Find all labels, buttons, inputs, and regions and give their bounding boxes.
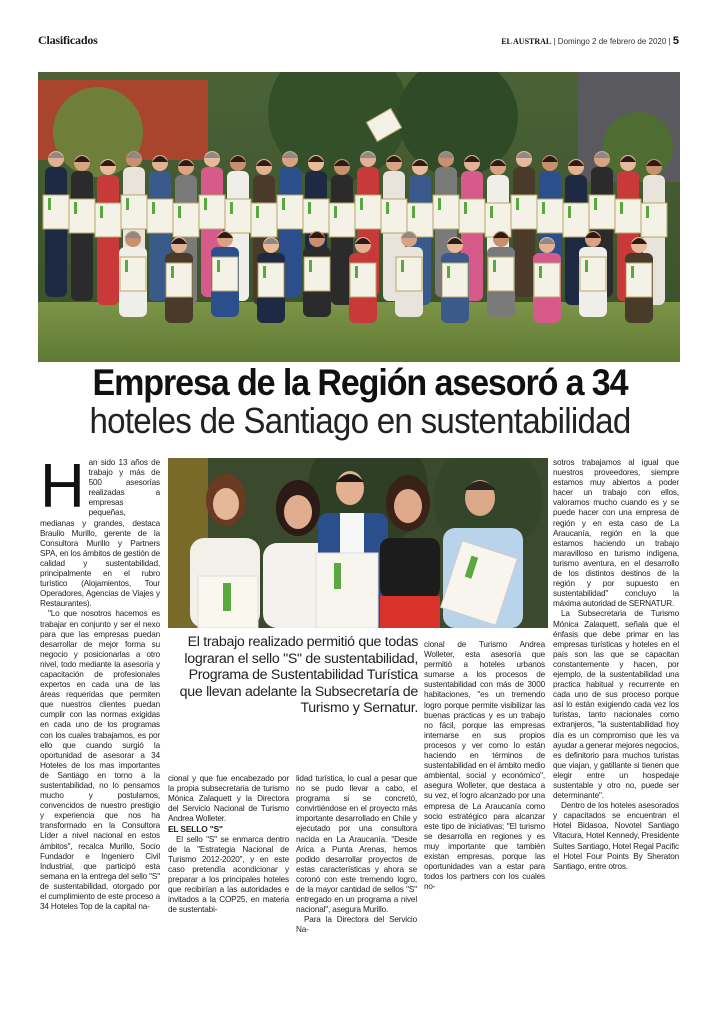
certificate: [251, 203, 277, 237]
person-figure: [71, 171, 93, 301]
certificate: [511, 195, 537, 229]
certificate: [641, 203, 667, 237]
article-column-5: [553, 458, 679, 872]
certificate: [589, 195, 615, 229]
certificate: [488, 257, 514, 291]
article-column-1: [40, 452, 160, 912]
header-separator: |: [668, 37, 671, 46]
group-photo-image: [38, 72, 680, 362]
newspaper-name: EL AUSTRAL: [501, 37, 552, 46]
certificate: [563, 203, 589, 237]
certificate: [43, 195, 69, 229]
article-column-4: [424, 640, 545, 892]
section-subheading: EL SELLO "S": [168, 824, 223, 835]
certificate: [350, 263, 376, 297]
award-photo: [168, 458, 548, 628]
certificate: [69, 199, 95, 233]
person-figure: [513, 167, 535, 297]
paragraph: cional de Turismo Andrea Wolleter, esta asesoría que permitió a hoteles urbanos sumarse a los procesos de sustentabilidad con más de 3000 habitaciones, "es un tremendo logro porque permite visibilizar las buenas practicas y es un trabajo no fácil, porque las empresas internarse en sus propios procesos y ver como lo están haciendo en términos de sustentabilidad en el ámbito medio ambiental, social y económico", asegura Wolleter, que destaca a su vez, el logro alcanzado por una empresa de La Araucanía como socio estratégico para alcanzar este tipo de iniciativas; "El turismo se desarrolla en regiones y es muy importante que también existan empresas, porque las oportunidades van a estar para todos los partners con los cuales no-: [424, 640, 545, 892]
certificate: [626, 263, 652, 297]
headline-sub: hoteles de Santiago en sustentabilidad: [89, 400, 631, 441]
certificate: [615, 199, 641, 233]
certificate: [442, 263, 468, 297]
paragraph: El sello "S" se enmarca dentro de la "Estrategia Nacional de Turismo 2012-2020", y en este caso pretendía acondicionar y preparar a los principales hoteles que recibirían a las autoridades e invitados a la COP25, en materia de sustentabi-: [168, 834, 289, 915]
certificate: [355, 195, 381, 229]
certificate: [534, 263, 560, 297]
certificate: [199, 195, 225, 229]
paragraph: La Subsecretaria de Turismo Mónica Zalaquett, señala que el énfasis que debe primar en las empresas turísticas y hoteles en el país son las que se capacitan constantemente y hacen, por ejemplo, de la sustentabilidad una practica habitual y recurrente en cada uno de sus proceso porque así lo están exigiendo cada vez los turistas, tanto nacionales como extranjeros, "la sustentabilidad hoy día es un compromiso que les va ayudar a generar mejores negocios, es definitorio para muchos turistas que viajan, y gatillante si tienen que elegir entre un hospedaje sustentable y otro no, puede ser determinante".: [553, 609, 679, 801]
paragraph: Dentro de los hoteles asesorados y capacitados se encuentran el Hotel Bidasoa, Novotel Santiago Vitacura, Hotel Kennedy, Presidente Suites Santiago, Hotel Regal Pacific el Hotel Four Points By Sheraton Santiago, entre otros.: [553, 801, 679, 871]
header-separator: |: [553, 37, 556, 46]
certificate: [173, 203, 199, 237]
paragraph: cional y que fue encabezado por la propia subsecretaria de turismo Mónica Zalaquett y la Directora del Servicio Nacional de Turismo Andrea Wolleter.: [168, 774, 289, 824]
certificate: [329, 203, 355, 237]
article-column-2: [168, 774, 289, 915]
certificate: [580, 257, 606, 291]
certificate: [120, 257, 146, 291]
certificate: [147, 199, 173, 233]
paragraph: an sido 13 años de trabajo y más de 500 asesorías realizadas a empresas pequeñas, medianas y grandes, destaca Braulio Murillo, gerente de la Consultora Murillo y Partners SPA, en los ámbitos de gestión de calidad y sustentabilidad, principalmente en el rubro turístico (Alojamientos, Tour Operadores, Agencias de Viajes y Restaurantes).: [40, 458, 160, 609]
headline-main: Empresa de la Región asesoró a 34: [92, 362, 628, 403]
certificate: [258, 263, 284, 297]
section-title: Clasificados: [38, 33, 98, 47]
publication-date: Domingo 2 de febrero de 2020: [557, 37, 667, 46]
certificate: [433, 195, 459, 229]
paragraph: sotros trabajamos al igual que nuestros proveedores, siempre estamos muy abiertos a poder hacer un trabajo con ellos, valoramos mucho cuando es y se puede hacer con una empresa de región y en esta caso de La Araucanía, región en la que estamos haciendo un trabajo maravilloso en turismo indígena, turismo aventura, en el desarrollo de los distintos destinos de la región y por supuesto en sustentabilidad" concluyo la máxima autoridad de SERNATUR.: [553, 458, 679, 609]
certificate: [304, 257, 330, 291]
certificate: [303, 199, 329, 233]
paragraph: Para la Directora del Servicio Na-: [296, 915, 417, 935]
certificate: [537, 199, 563, 233]
award-photo-image: [168, 458, 548, 628]
certificate: [381, 199, 407, 233]
certificate: [277, 195, 303, 229]
group-photo: [38, 72, 680, 362]
certificate: [121, 195, 147, 229]
paragraph: lidad turística, lo cual a pesar que no se pudo llevar a cabo, el programa si se concretó, convirtiéndose en el proyecto más importante desarrollado en Chile y ejecutado por una consultora nacida en La Araucanía. "Desde Arica a Punta Arenas, hemos podido desarrollar proyectos de estas características y ahora se coronó con este tremendo logro, de la mayor cantidad de sellos "S" entregado en un programa a nivel nacional", asegura Murillo.: [296, 774, 417, 915]
certificate: [225, 199, 251, 233]
certificate: [166, 263, 192, 297]
certificate: [212, 257, 238, 291]
headline: [40, 364, 680, 440]
article-column-3: [296, 774, 417, 936]
certificate: [396, 257, 422, 291]
page-header-info: [501, 35, 679, 47]
certificate: [459, 199, 485, 233]
pull-quote: El trabajo realizado permitió que todas lograran el sello "S" de sustentabilidad, Programa de Sustentabilidad Turística que llevan adelante la Subsecretaría de Turismo y Sernatur.: [179, 634, 418, 716]
person-figure: [97, 175, 119, 305]
page-number: 5: [672, 35, 679, 47]
certificate: [95, 203, 121, 237]
paragraph: "Lo que nosotros hacemos es trabajar en conjunto y ser el nexo para que las empresas puedan desarrollar de mejor forma su negocio y posicionarlas a otro nivel, todo mediante la asesoría y capacitación de profesionales expertos en cada una de las áreas requeridas que permiten que nuestros clientes puedan cumplir con las normas exigidas en cada uno de los programas con los cuales trabajamos, es por ello que cuando surgió la oportunidad de asesorar a 34 Hoteles de los mas importantes de Santiago en torno a la sustentabilidad, no lo pensamos mucho y postulamos, convencidos de nuestro prestigio y experiencia que nos ha transformado en la Consultora Líder a nivel nacional en estos ámbitos", recalca Murillo, Socio Fundador e Ingeniero Civil Industrial, que participó esta semana en la entrega del sello "S" de sustentabilidad, otorgado por el cumplimiento de este proceso a 34 Hoteles Top de la capital na-: [40, 609, 160, 912]
drop-cap: H: [40, 452, 85, 521]
person-figure: [45, 167, 67, 297]
